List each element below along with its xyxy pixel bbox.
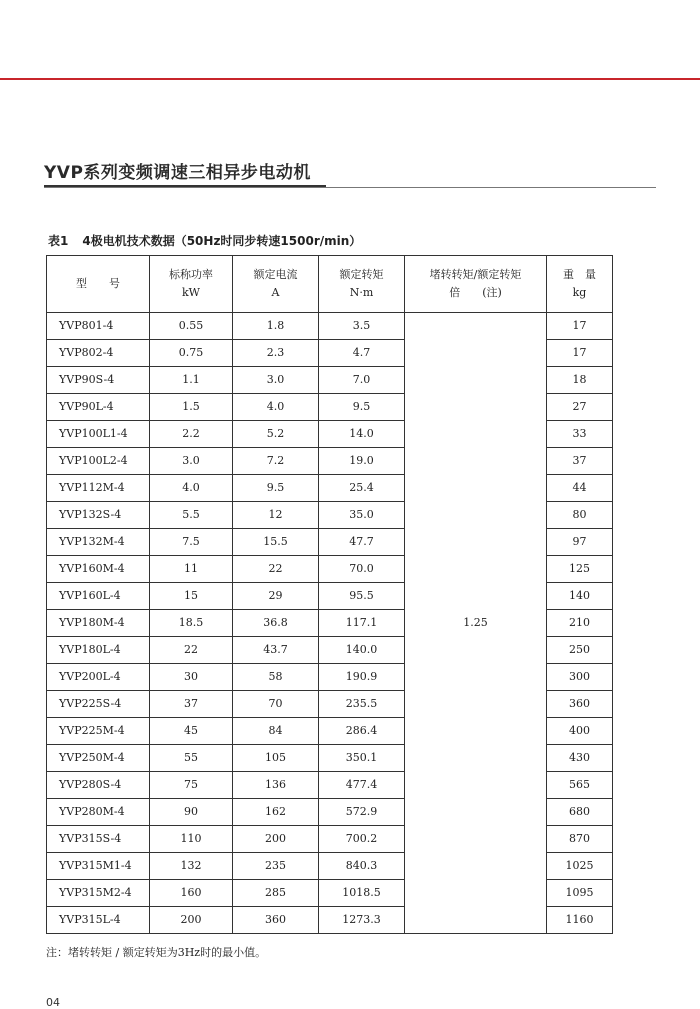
cell-model: YVP180L-4	[47, 637, 150, 664]
motor-spec-table	[46, 255, 613, 934]
page-title: YVP系列变频调速三相异步电动机	[44, 163, 311, 183]
cell-power: 4.0	[150, 475, 233, 502]
cell-model: YVP132S-4	[47, 502, 150, 529]
cell-torque: 19.0	[319, 448, 405, 475]
cell-torque: 235.5	[319, 691, 405, 718]
cell-weight: 27	[547, 394, 613, 421]
cell-power: 30	[150, 664, 233, 691]
cell-power: 37	[150, 691, 233, 718]
cell-current: 136	[233, 772, 319, 799]
footnote: 注：堵转转矩 / 额定转矩为3Hz时的最小值。	[46, 946, 267, 959]
cell-torque: 70.0	[319, 556, 405, 583]
cell-power: 200	[150, 907, 233, 934]
cell-current: 9.5	[233, 475, 319, 502]
cell-current: 7.2	[233, 448, 319, 475]
cell-current: 12	[233, 502, 319, 529]
cell-weight: 360	[547, 691, 613, 718]
header-torque: 额定转矩 N·m	[319, 256, 405, 313]
cell-torque: 25.4	[319, 475, 405, 502]
table-caption-number: 表1	[48, 234, 69, 248]
cell-weight: 1025	[547, 853, 613, 880]
cell-model: YVP200L-4	[47, 664, 150, 691]
cell-current: 29	[233, 583, 319, 610]
header-ratio: 堵转转矩/额定转矩 倍 (注)	[405, 256, 547, 313]
cell-current: 235	[233, 853, 319, 880]
table-caption-text: 4极电机技术数据（50Hz时同步转速1500r/min）	[82, 234, 362, 248]
cell-power: 0.75	[150, 340, 233, 367]
cell-torque: 3.5	[319, 313, 405, 340]
cell-power: 3.0	[150, 448, 233, 475]
cell-torque: 47.7	[319, 529, 405, 556]
cell-torque: 700.2	[319, 826, 405, 853]
cell-current: 1.8	[233, 313, 319, 340]
cell-torque: 572.9	[319, 799, 405, 826]
cell-model: YVP280M-4	[47, 799, 150, 826]
cell-model: YVP315L-4	[47, 907, 150, 934]
cell-power: 15	[150, 583, 233, 610]
cell-current: 2.3	[233, 340, 319, 367]
cell-current: 105	[233, 745, 319, 772]
cell-torque: 95.5	[319, 583, 405, 610]
cell-current: 22	[233, 556, 319, 583]
header-model: 型 号	[47, 256, 150, 313]
cell-torque: 140.0	[319, 637, 405, 664]
cell-model: YVP280S-4	[47, 772, 150, 799]
header-current: 额定电流 A	[233, 256, 319, 313]
cell-power: 1.5	[150, 394, 233, 421]
cell-model: YVP160L-4	[47, 583, 150, 610]
cell-current: 84	[233, 718, 319, 745]
cell-model: YVP132M-4	[47, 529, 150, 556]
cell-current: 70	[233, 691, 319, 718]
cell-model: YVP250M-4	[47, 745, 150, 772]
cell-current: 5.2	[233, 421, 319, 448]
cell-torque: 14.0	[319, 421, 405, 448]
cell-torque: 9.5	[319, 394, 405, 421]
cell-model: YVP801-4	[47, 313, 150, 340]
cell-ratio: 1.25	[405, 313, 547, 934]
table-caption	[48, 232, 361, 249]
cell-weight: 97	[547, 529, 613, 556]
cell-model: YVP225S-4	[47, 691, 150, 718]
page-number: 04	[46, 996, 60, 1009]
table-row	[47, 313, 613, 340]
cell-power: 90	[150, 799, 233, 826]
cell-current: 162	[233, 799, 319, 826]
cell-power: 45	[150, 718, 233, 745]
cell-model: YVP100L1-4	[47, 421, 150, 448]
cell-current: 200	[233, 826, 319, 853]
cell-torque: 190.9	[319, 664, 405, 691]
cell-weight: 17	[547, 313, 613, 340]
cell-power: 1.1	[150, 367, 233, 394]
title-underline	[44, 187, 656, 188]
cell-weight: 140	[547, 583, 613, 610]
cell-weight: 430	[547, 745, 613, 772]
cell-power: 160	[150, 880, 233, 907]
table-body	[47, 313, 613, 934]
cell-model: YVP180M-4	[47, 610, 150, 637]
cell-model: YVP315M1-4	[47, 853, 150, 880]
cell-weight: 400	[547, 718, 613, 745]
cell-power: 2.2	[150, 421, 233, 448]
cell-weight: 37	[547, 448, 613, 475]
cell-current: 58	[233, 664, 319, 691]
cell-weight: 125	[547, 556, 613, 583]
cell-weight: 680	[547, 799, 613, 826]
cell-weight: 33	[547, 421, 613, 448]
cell-torque: 4.7	[319, 340, 405, 367]
cell-model: YVP802-4	[47, 340, 150, 367]
cell-model: YVP112M-4	[47, 475, 150, 502]
cell-model: YVP160M-4	[47, 556, 150, 583]
cell-power: 5.5	[150, 502, 233, 529]
cell-weight: 300	[547, 664, 613, 691]
cell-power: 18.5	[150, 610, 233, 637]
cell-torque: 350.1	[319, 745, 405, 772]
cell-power: 11	[150, 556, 233, 583]
cell-weight: 870	[547, 826, 613, 853]
cell-current: 3.0	[233, 367, 319, 394]
header-red-rule	[0, 78, 700, 80]
header-power: 标称功率 kW	[150, 256, 233, 313]
cell-torque: 840.3	[319, 853, 405, 880]
cell-torque: 286.4	[319, 718, 405, 745]
cell-model: YVP90L-4	[47, 394, 150, 421]
cell-weight: 1160	[547, 907, 613, 934]
cell-current: 43.7	[233, 637, 319, 664]
cell-power: 22	[150, 637, 233, 664]
cell-weight: 210	[547, 610, 613, 637]
cell-weight: 17	[547, 340, 613, 367]
cell-current: 360	[233, 907, 319, 934]
cell-torque: 35.0	[319, 502, 405, 529]
cell-current: 15.5	[233, 529, 319, 556]
cell-power: 132	[150, 853, 233, 880]
cell-model: YVP315M2-4	[47, 880, 150, 907]
cell-torque: 477.4	[319, 772, 405, 799]
cell-power: 110	[150, 826, 233, 853]
cell-torque: 7.0	[319, 367, 405, 394]
header-weight: 重 量 kg	[547, 256, 613, 313]
cell-weight: 250	[547, 637, 613, 664]
cell-power: 55	[150, 745, 233, 772]
cell-torque: 1018.5	[319, 880, 405, 907]
cell-current: 285	[233, 880, 319, 907]
cell-power: 75	[150, 772, 233, 799]
cell-torque: 1273.3	[319, 907, 405, 934]
cell-weight: 44	[547, 475, 613, 502]
cell-model: YVP100L2-4	[47, 448, 150, 475]
cell-model: YVP225M-4	[47, 718, 150, 745]
cell-torque: 117.1	[319, 610, 405, 637]
cell-weight: 1095	[547, 880, 613, 907]
cell-weight: 565	[547, 772, 613, 799]
cell-power: 7.5	[150, 529, 233, 556]
cell-weight: 80	[547, 502, 613, 529]
cell-power: 0.55	[150, 313, 233, 340]
cell-model: YVP315S-4	[47, 826, 150, 853]
cell-current: 4.0	[233, 394, 319, 421]
cell-current: 36.8	[233, 610, 319, 637]
table-header-row	[47, 256, 613, 313]
cell-weight: 18	[547, 367, 613, 394]
cell-model: YVP90S-4	[47, 367, 150, 394]
